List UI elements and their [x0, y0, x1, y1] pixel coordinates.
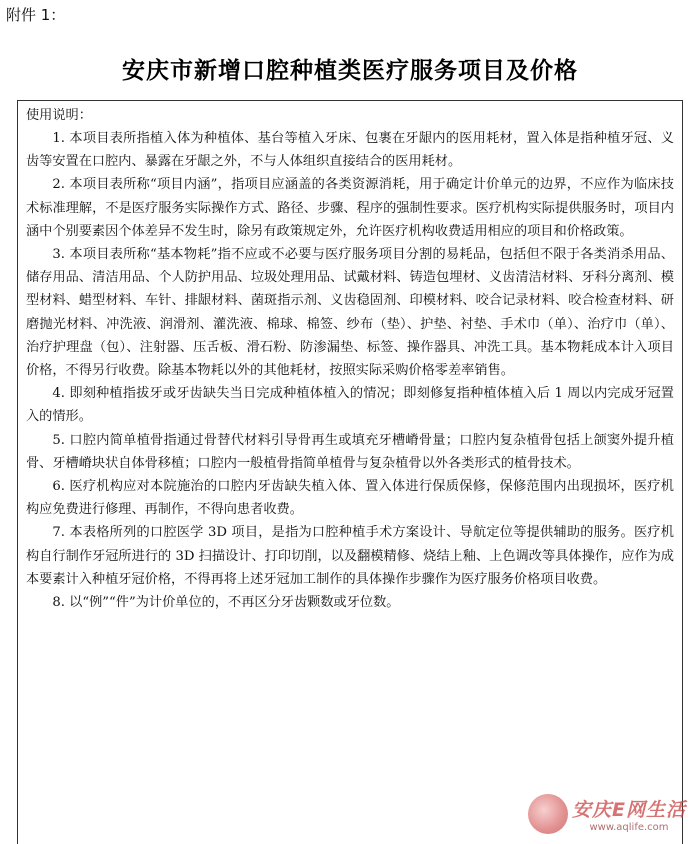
note-paragraph-7: 7. 本表格所列的口腔医学 3D 项目，是指为口腔种植手术方案设计、导航定位等提供辅助的服务。医疗机构自行制作牙冠所进行的 3D 扫描设计、打印切削，以及翻模精修、烧结上釉、上色调改等具体操作，应作为成本要素计入种植牙冠价格，不得再将上述牙冠加工制作的具体操作步骤作为医疗服务价格项目收费。: [26, 525, 674, 587]
watermark: [528, 794, 686, 834]
watermark-logo-icon: [528, 794, 568, 834]
note-paragraph-4: 4. 即刻种植指拔牙或牙齿缺失当日完成种植体植入的情况；即刻修复指种植体植入后 1 周以内完成牙冠置入的情形。: [26, 386, 674, 425]
watermark-name: 安庆E网生活: [572, 799, 686, 821]
usage-notes-box: [17, 100, 683, 844]
note-paragraph-1: 1. 本项目表所指植入体为种植体、基台等植入牙床、包裹在牙龈内的医用耗材，置入体是指种植牙冠、义齿等安置在口腔内、暴露在牙龈之外，不与人体组织直接结合的医用耗材。: [26, 131, 674, 170]
note-paragraph-3: 3. 本项目表所称“基本物耗”指不应或不必要与医疗服务项目分割的易耗品，包括但不限于各类消杀用品、储存用品、清洁用品、个人防护用品、垃圾处理用品、试戴材料、铸造包埋材、义齿清洁材料、牙科分离剂、模型材料、蜡型材料、车针、排龈材料、菌斑指示剂、义齿稳固剂、印模材料、咬合记录材料、咬合检查材料、研磨抛光材料、冲洗液、润滑剂、灌洗液、棉球、棉签、纱布（垫）、护垫、衬垫、手术巾（单）、治疗巾（单）、治疗护理盘（包）、注射器、压舌板、滑石粉、防渗漏垫、标签、操作器具、冲洗工具。基本物耗成本计入项目价格，不得另行收费。除基本物耗以外的其他耗材，按照实际采购价格零差率销售。: [26, 247, 674, 379]
attachment-label: 附件 1：: [6, 6, 66, 24]
watermark-url: www.aqlife.com: [589, 822, 669, 833]
note-paragraph-8: 8. 以“例”“件”为计价单位的，不再区分牙齿颗数或牙位数。: [52, 595, 400, 611]
notes-heading: 使用说明：: [26, 108, 92, 123]
watermark-text: [572, 795, 686, 833]
note-paragraph-2: 2. 本项目表所称“项目内涵”，指项目应涵盖的各类资源消耗，用于确定计价单元的边界，不应作为临床技术标准理解，不是医疗服务实际操作方式、路径、步骤、程序的强制性要求。医疗机构实际提供服务时，项目内涵中个别要素因个体差异不发生时，除另有政策规定外，允许医疗机构收费适用相应的项目和价格政策。: [26, 177, 674, 239]
note-paragraph-6: 6. 医疗机构应对本院施治的口腔内牙齿缺失植入体、置入体进行保质保修，保修范围内出现损坏，医疗机构应免费进行修理、再制作，不得向患者收费。: [26, 479, 674, 518]
page-title: 安庆市新增口腔种植类医疗服务项目及价格: [122, 57, 578, 84]
note-paragraph-5: 5. 口腔内简单植骨指通过骨替代材料引导骨再生或填充牙槽嵴骨量；口腔内复杂植骨包括上颌窦外提升植骨、牙槽嵴块状自体骨移植；口腔内一般植骨指简单植骨与复杂植骨以外各类形式的植骨技术。: [26, 432, 674, 471]
